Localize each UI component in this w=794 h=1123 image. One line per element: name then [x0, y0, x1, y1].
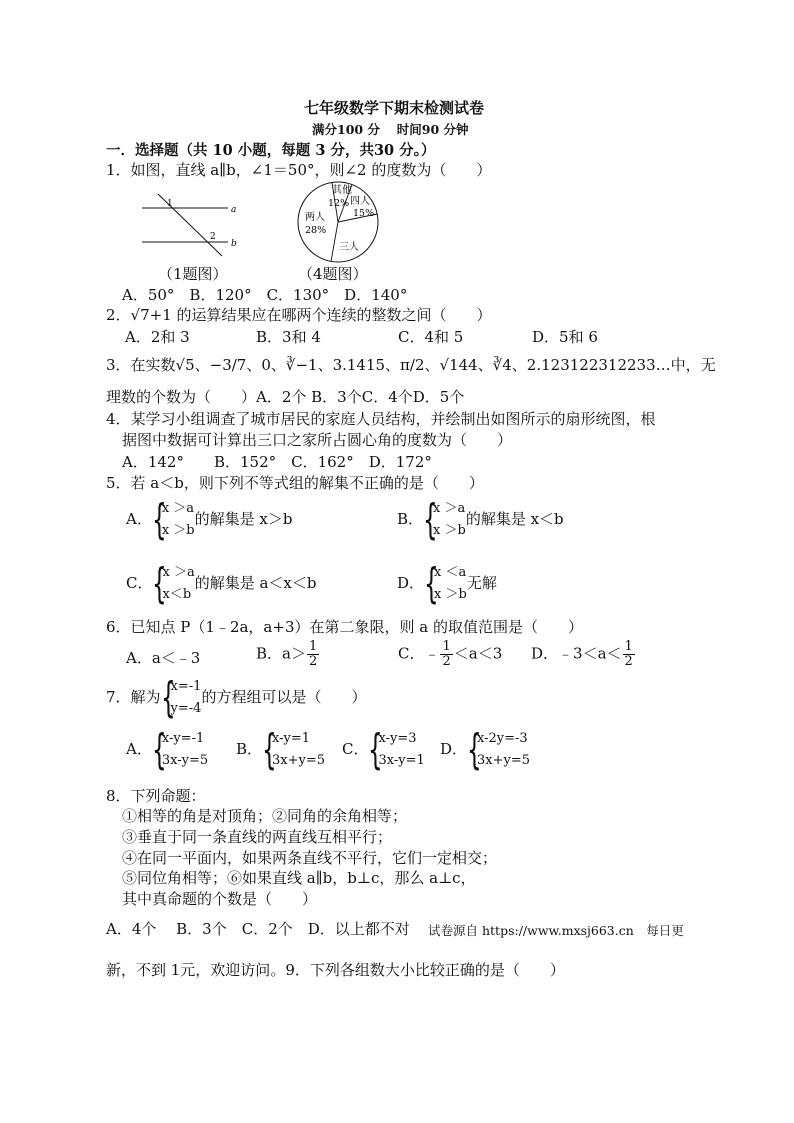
- question-5-option-c: [126, 559, 317, 608]
- option-text: 无解: [466, 574, 497, 592]
- brace-icon: {: [151, 495, 167, 544]
- question-1-options: A．50° B．120° C．130° D．140°: [122, 286, 408, 304]
- question-8-statement-4: ⑤同位角相等；⑥如果直线 a∥b，b⊥c，那么 a⊥c，: [122, 869, 476, 887]
- question-4-line-2: 据图中数据可计算出三口之家所占圆心角的度数为（ ）: [122, 431, 513, 449]
- question-3-line-2: 理数的个数为（ ）A．2个 B．3个C．4个D．5个: [106, 388, 465, 406]
- system-row-2: 3x+y=5: [272, 753, 326, 768]
- numerator: 1: [624, 639, 633, 654]
- system-row-1: x ＜a: [434, 565, 467, 580]
- brace-icon: {: [467, 725, 482, 774]
- pie-pct-four: 15%: [353, 208, 375, 219]
- question-2-option-a: A．2和 3: [125, 328, 190, 346]
- fig1-caption: （1题图）: [158, 265, 228, 283]
- question-6-option-b: [256, 640, 320, 669]
- system-row-1: x-y=-1: [161, 731, 205, 746]
- inequality-system: [424, 559, 467, 608]
- pie-pct-two: 28%: [305, 225, 327, 236]
- question-3-line-1: 3．在实数√5、−3/7、0、∛−1、3.1415、π/2、√144、∛4、2.123122312233…中，无: [106, 356, 716, 374]
- option-text: 的解集是 x＜b: [465, 510, 564, 528]
- system-row-2: x＜b: [162, 587, 192, 602]
- source-notice: 试卷源自 https://www.mxsj663.cn 每日更: [428, 923, 684, 938]
- question-7-stem: [106, 673, 367, 722]
- solution-system: [160, 673, 202, 722]
- system-row-1: x-y=1: [272, 731, 311, 746]
- question-7-option-d: [440, 725, 531, 774]
- option-text: ＜a＜3: [453, 644, 503, 663]
- system-row-1: x ＞a: [433, 501, 466, 516]
- question-7-option-c: [342, 725, 425, 774]
- section-heading: 一．选择题（共 10 小题，每题 3 分，共30 分。）: [106, 142, 436, 159]
- option-text: C．﹣: [398, 644, 440, 663]
- option-label: A．: [126, 510, 152, 528]
- system-row-2: 3x-y=5: [161, 753, 209, 768]
- pie-label-two: 两人: [305, 212, 325, 223]
- q4-pie-chart-figure: [294, 178, 390, 268]
- question-5-option-a: [126, 495, 293, 544]
- pie-label-three: 三人: [339, 242, 359, 253]
- denominator: 2: [308, 654, 318, 669]
- inequality-system: [151, 495, 195, 544]
- system-row-1: x-2y=-3: [477, 731, 528, 746]
- pie-label-other: 其他: [332, 185, 352, 196]
- question-8-statement-3: ④在同一平面内，如果两条直线不平行，它们一定相交；: [122, 849, 498, 867]
- numerator: 1: [308, 639, 318, 654]
- question-8-options: A．4个 B．3个 C．2个 D．以上都不对: [106, 920, 410, 938]
- brace-icon: {: [423, 495, 438, 544]
- fraction: [623, 640, 635, 669]
- label-b: b: [231, 239, 237, 249]
- option-label: D．: [397, 574, 425, 592]
- question-4-options: A．142° B．152° C．162° D．172°: [122, 453, 432, 471]
- option-label: C．: [342, 740, 369, 758]
- system-row-2: x ＞b: [434, 587, 467, 602]
- question-7-option-a: [126, 725, 209, 774]
- brace-icon: {: [152, 559, 168, 608]
- page-subtitle: 满分100 分 时间90 分钟: [312, 122, 469, 137]
- angle-2-label: 2: [210, 232, 216, 242]
- equation-system: [262, 725, 326, 774]
- option-text: 的解集是 a＜x＜b: [194, 574, 317, 592]
- option-text: B．a＞: [256, 644, 306, 663]
- question-2-option-b: B．3和 4: [256, 328, 321, 346]
- angle-1-label: 1: [167, 199, 173, 209]
- option-label: A．: [126, 740, 152, 758]
- q1-parallel-lines-figure: [138, 188, 248, 258]
- question-8-conclusion: 其中真命题的个数是（ ）: [122, 890, 318, 908]
- brace-icon: {: [151, 725, 167, 774]
- question-5-option-d: [397, 559, 497, 608]
- equation-system: [151, 725, 209, 774]
- question-7-option-b: [236, 725, 326, 774]
- question-9-line: 新，不到 1元，欢迎访问。9．下列各组数大小比较正确的是（ ）: [106, 961, 565, 979]
- numerator: 1: [442, 639, 451, 654]
- question-6-option-d: [531, 640, 636, 669]
- question-1-stem: 1．如图，直线 a∥b，∠1＝50°，则∠2 的度数为（ ）: [106, 161, 492, 179]
- option-text: 的解集是 x＞b: [194, 510, 293, 528]
- fig4-caption: （4题图）: [298, 265, 368, 283]
- stem-text: 7．解为: [106, 688, 161, 706]
- question-2-option-c: C．4和 5: [398, 328, 464, 346]
- fraction: [307, 640, 319, 669]
- question-5-stem: 5．若 a＜b，则下列不等式组的解集不正确的是（ ）: [106, 474, 484, 492]
- question-4-line-1: 4．某学习小组调查了城市居民的家庭人员结构，并绘制出如图所示的扇形统图，根: [106, 410, 656, 428]
- pie-pct-other: 12%: [328, 198, 350, 209]
- system-row-2: 3x-y=1: [378, 753, 425, 768]
- denominator: 2: [442, 654, 451, 669]
- question-5-option-b: [397, 495, 564, 544]
- stem-text: 的方程组可以是（ ）: [201, 688, 367, 706]
- system-row-1: x-y=3: [378, 731, 417, 746]
- inequality-system: [423, 495, 466, 544]
- question-8-statement-2: ③垂直于同一条直线的两直线互相平行；: [122, 828, 393, 846]
- denominator: 2: [624, 654, 633, 669]
- question-2-option-d: D．5和 6: [532, 328, 598, 346]
- system-row-1: x=-1: [170, 679, 202, 694]
- system-row-2: x ＞b: [161, 523, 195, 538]
- label-a: a: [231, 205, 237, 215]
- system-row-2: 3x+y=5: [477, 753, 531, 768]
- brace-icon: {: [262, 725, 277, 774]
- option-label: B．: [236, 740, 263, 758]
- brace-icon: {: [424, 559, 439, 608]
- option-text: D．﹣3＜a＜: [531, 644, 622, 663]
- system-row-1: x ＞a: [161, 501, 195, 516]
- equation-system: [467, 725, 531, 774]
- page-title: 七年级数学下期末检测试卷: [304, 99, 485, 117]
- brace-icon: {: [368, 725, 384, 774]
- fraction: [440, 640, 452, 669]
- question-2-stem: 2．√7+1 的运算结果应在哪两个连续的整数之间（ ）: [106, 306, 492, 324]
- option-label: C．: [126, 574, 153, 592]
- equation-system: [368, 725, 425, 774]
- inequality-system: [152, 559, 195, 608]
- system-row-2: y=-4: [170, 701, 202, 716]
- question-8-stem: 8．下列命题：: [106, 787, 206, 805]
- pie-label-four: 四人: [350, 196, 370, 207]
- question-6-option-c: [398, 640, 502, 669]
- question-8-statement-1: ①相等的角是对顶角；②同角的余角相等；: [122, 807, 408, 825]
- brace-icon: {: [160, 673, 176, 722]
- question-6-option-a: A．a＜﹣3: [126, 649, 201, 667]
- system-row-1: x ＞a: [162, 565, 195, 580]
- system-row-2: x ＞b: [433, 523, 466, 538]
- question-6-stem: 6．已知点 P（1﹣2a，a+3）在第二象限，则 a 的取值范围是（ ）: [106, 618, 583, 636]
- option-label: B．: [397, 510, 424, 528]
- option-label: D．: [440, 740, 468, 758]
